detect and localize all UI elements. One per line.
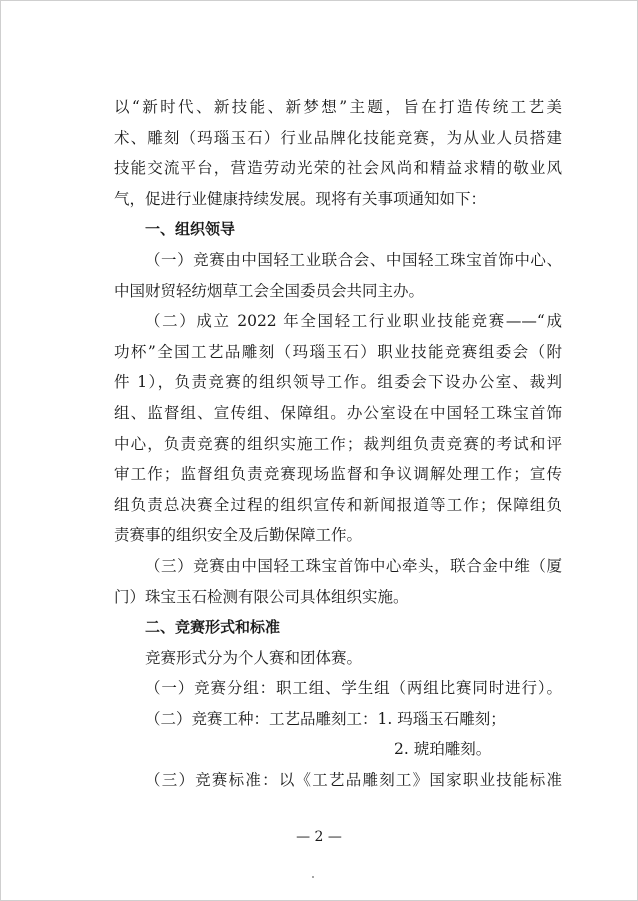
paragraph-line: 竞赛形式分为个人赛和团体赛。 [145, 648, 363, 667]
section-heading: 二、竞赛形式和标准 [145, 618, 281, 637]
paragraph-line: 功杯”全国工艺品雕刻（玛瑙玉石）职业技能竞赛组委会（附 [114, 342, 562, 361]
page-number: — 2 — [296, 829, 342, 845]
paragraph-line: 件 1），负责竞赛的组织领导工作。组委会下设办公室、裁判 [114, 373, 562, 392]
paragraph-line: （三）竞赛标准：以《工艺品雕刻工》国家职业技能标准 [145, 771, 562, 790]
section-heading: 一、组织领导 [145, 220, 236, 239]
paragraph-line: 责赛事的组织安全及后勤保障工作。 [114, 526, 363, 545]
paragraph-line: （二）成立 2022 年全国轻工行业职业技能竞赛——“成 [145, 312, 562, 331]
paragraph-line: 组负责总决赛全过程的组织宣传和新闻报道等工作；保障组负 [114, 495, 562, 514]
paragraph-line: 组、监督组、宣传组、保障组。办公室设在中国轻工珠宝首饰 [114, 403, 562, 422]
paragraph-line: 2. 琥珀雕刻。 [394, 740, 492, 759]
paragraph-line: 技能交流平台，营造劳动光荣的社会风尚和精益求精的敬业风 [114, 159, 562, 178]
paragraph-line: 审工作；监督组负责竞赛现场监督和争议调解处理工作；宣传 [114, 465, 562, 484]
paragraph-line: 术、雕刻（玛瑙玉石）行业品牌化技能竞赛，为从业人员搭建 [114, 128, 562, 147]
scan-speck [312, 876, 314, 878]
paragraph-line: （一）竞赛分组：职工组、学生组（两组比赛同时进行）。 [145, 679, 562, 698]
paragraph-line: （二）竞赛工种：工艺品雕刻工：1. 玛瑙玉石雕刻； [145, 709, 506, 728]
paragraph-line: （一）竞赛由中国轻工业联合会、中国轻工珠宝首饰中心、 [145, 250, 562, 269]
paragraph-line: 气，促进行业健康持续发展。现将有关事项通知如下： [114, 189, 487, 208]
paragraph-line: （三）竞赛由中国轻工珠宝首饰中心牵头，联合金中维（厦 [145, 556, 562, 575]
paragraph-line: 中心，负责竞赛的组织实施工作；裁判组负责竞赛的考试和评 [114, 434, 562, 453]
paragraph-line: 以“新时代、新技能、新梦想”主题，旨在打造传统工艺美 [114, 98, 562, 116]
document-body [114, 92, 562, 796]
paragraph-line: 中国财贸轻纺烟草工会全国委员会共同主办。 [114, 281, 425, 300]
paragraph-line: 门）珠宝玉石检测有限公司具体组织实施。 [114, 587, 409, 606]
